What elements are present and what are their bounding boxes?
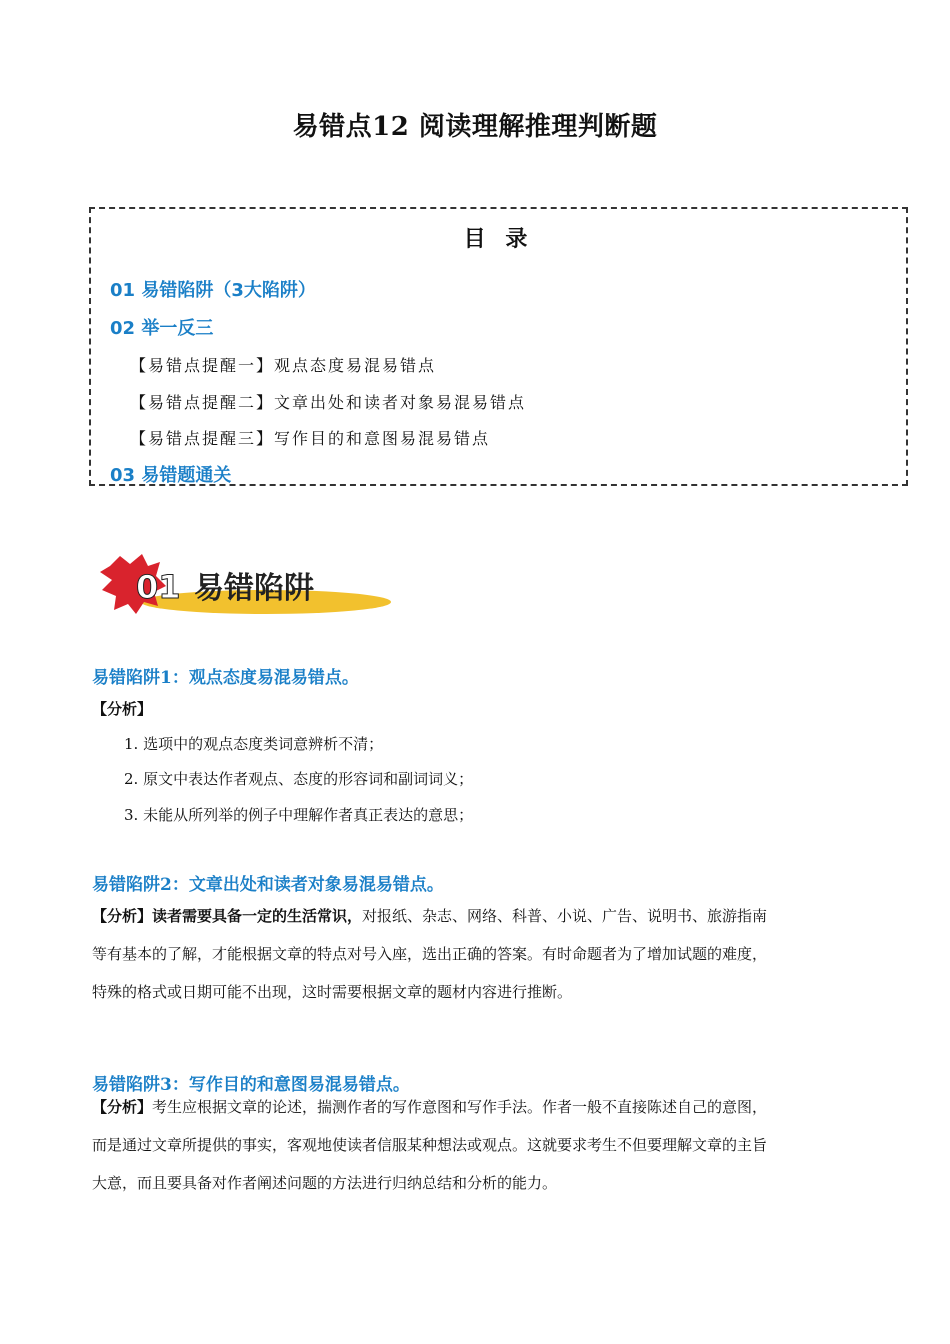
trap3-line-1: [92, 1088, 862, 1126]
trap2-line-2: 等有基本的了解，才能根据文章的特点对号入座，选出正确的答案。有时命题者为了增加试题的难度，: [92, 945, 768, 963]
toc-reminder-2[interactable]: 【易错点提醒二】文章出处和读者对象易混易错点: [130, 393, 527, 412]
section-banner: [96, 552, 396, 624]
trap1-item-2: 2. 原文中表达作者观点、态度的形容词和副词词义；: [124, 770, 474, 788]
trap2-paragraph: [92, 897, 862, 1011]
trap3-line-3: 大意，而且要具备对作者阐述问题的方法进行归纳总结和分析的能力。: [92, 1174, 558, 1192]
trap1-label: 【分析】: [92, 700, 153, 718]
toc-section-01[interactable]: 01 易错陷阱（3大陷阱）: [110, 280, 316, 301]
trap3-label: 【分析】: [92, 1098, 153, 1116]
trap3-line-2: 而是通过文章所提供的事实，客观地使读者信服某种想法或观点。这就要求考生不但要理解文章的主旨: [92, 1136, 768, 1154]
page-title: 易错点12 阅读理解推理判断题: [292, 112, 658, 142]
trap2-line-1: [92, 897, 862, 935]
trap2-title: 易错陷阱2：文章出处和读者对象易混易错点。: [92, 875, 444, 895]
banner-graphic: [96, 552, 396, 624]
trap3-paragraph: [92, 1088, 862, 1202]
toc-reminder-3[interactable]: 【易错点提醒三】写作目的和意图易混易错点: [130, 429, 491, 448]
trap2-line-1-text: 对报纸、杂志、网络、科普、小说、广告、说明书、旅游指南: [362, 907, 768, 925]
toc-section-02[interactable]: 02 举一反三: [110, 318, 214, 339]
trap3-title: 易错陷阱3：写作目的和意图易混易错点。: [92, 1075, 410, 1095]
banner-text: 易错陷阱: [194, 571, 314, 606]
trap3-line-1-text: 考生应根据文章的论述，揣测作者的写作意图和写作手法。作者一般不直接陈述自己的意图，: [152, 1098, 768, 1116]
trap2-bold: 读者需要具备一定的生活常识，: [152, 907, 363, 925]
trap2-line-3: 特殊的格式或日期可能不出现，这时需要根据文章的题材内容进行推断。: [92, 983, 573, 1001]
toc-reminder-1[interactable]: 【易错点提醒一】观点态度易混易错点: [130, 356, 437, 375]
toc-section-03[interactable]: 03 易错题通关: [110, 465, 232, 486]
banner-number: 01: [136, 568, 181, 606]
trap2-label: 【分析】: [92, 907, 153, 925]
trap1-item-1: 1. 选项中的观点态度类词意辨析不清；: [124, 735, 384, 753]
trap1-title: 易错陷阱1：观点态度易混易错点。: [92, 668, 359, 688]
toc-heading: 目 录: [463, 227, 534, 252]
trap1-item-3: 3. 未能从所列举的例子中理解作者真正表达的意思；: [124, 806, 474, 824]
